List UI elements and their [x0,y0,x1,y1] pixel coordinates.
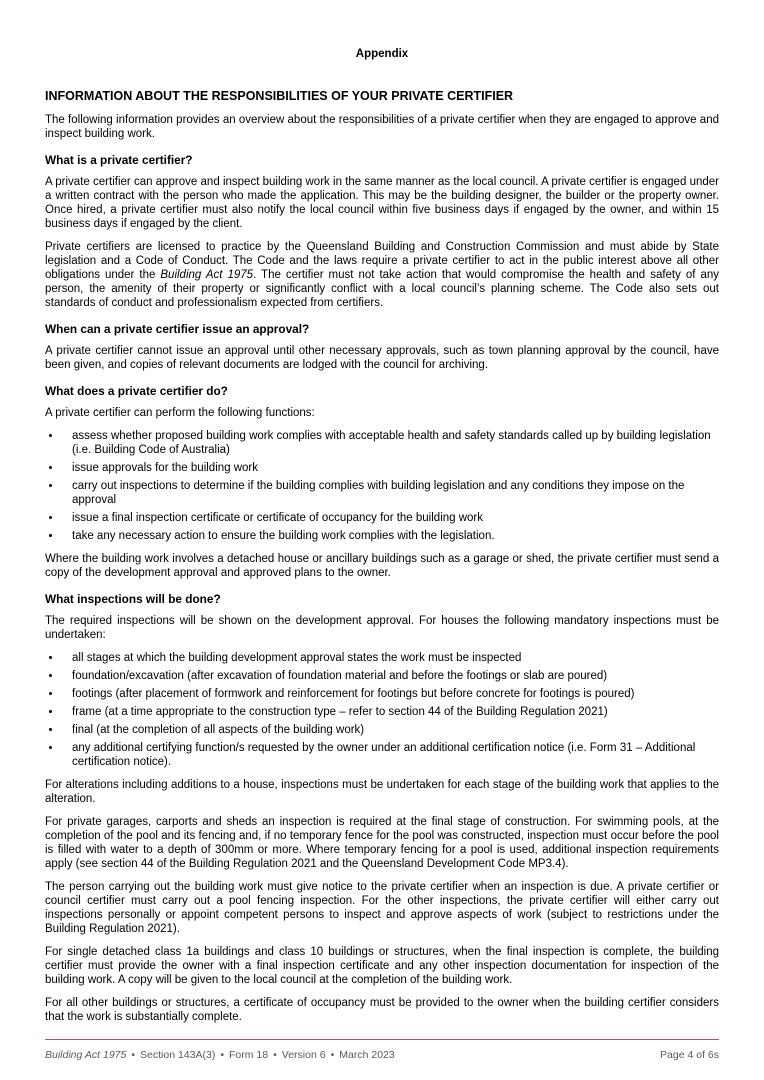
list-item: • carry out inspections to determine if the building complies with building legislation and any conditions they impose on the approval [62,479,719,507]
footer-section-ref: Section 143A(3) [140,1049,216,1061]
section-heading-what-does: What does a private certifier do? [45,384,228,398]
inspection-notice-paragraph: The person carrying out the building work must give notice to the private certifier when an inspection is due. A private certifier or council certifier must carry out a pool fencing inspection. For the other inspections, the private certifier will either carry out inspections personally or appoint competent persons to inspect and approve aspects of work (subject to restrictions under the Building Regulation 2021). [45,881,719,935]
garages-pools-paragraph: For private garages, carports and sheds an inspection is required at the final stage of construction. For swimming pools, at the completion of the pool and its fencing and, if no temporary fence for the pool was constructed, inspection must occur before the pool is filled with water to a depth of 300mm or more. Where temporary fencing for a pool is used, additional inspection requirements apply (see section 44 of the Building Regulation 2021 and the Queensland Development Code MP3.4). [45,816,719,870]
what-does-intro: A private certifier can perform the following functions: [45,407,315,419]
document-title: INFORMATION ABOUT THE RESPONSIBILITIES OF YOUR PRIVATE CERTIFIER [45,89,514,103]
page-number: Page 4 of 6s [660,1049,719,1061]
footer-separator: • [220,1049,225,1061]
what-is-paragraph-2 [45,240,719,310]
footer-date: March 2023 [339,1049,395,1061]
intro-paragraph: The following information provides an overview about the responsibilities of a private certifier when they are engaged to approve and inspect building work. [45,114,719,140]
when-approval-paragraph: A private certifier cannot issue an approval until other necessary approvals, such as town planning approval by the council, have been given, and copies of relevant documents are lodged with the council for archiving. [45,345,719,371]
list-item: • assess whether proposed building work complies with acceptable health and safety standards called up by building legislation (i.e. Building Code of Australia) [62,429,719,457]
list-item: • take any necessary action to ensure the building work complies with the legislation. [62,529,719,543]
list-item: • issue approvals for the building work [62,461,719,475]
section-heading-what-is: What is a private certifier? [45,153,193,167]
what-does-outro: Where the building work involves a detached house or ancillary buildings such as a garage or shed, the private certifier must send a copy of the development approval and approved plans to the owner. [45,553,719,579]
list-item: • final (at the completion of all aspects of the building work) [62,723,719,737]
certifier-functions-list [45,429,719,543]
paragraph-text: . The certifier must not take action that would compromise the health and safety of any person, the amenity of their property or significantly conflict with a local council’s planning scheme. The Code also sets out standards of conduct and professionalism expected from certifiers. [45,269,719,309]
list-item: • issue a final inspection certificate or certificate of occupancy for the building work [62,511,719,525]
list-item: • all stages at which the building development approval states the work must be inspected [62,651,719,665]
other-buildings-paragraph: For all other buildings or structures, a certificate of occupancy must be provided to the owner when the building certifier considers that the work is substantially complete. [45,997,719,1023]
footer-version: Version 6 [281,1049,326,1061]
class-1a-paragraph: For single detached class 1a buildings and class 10 buildings or structures, when the final inspection is complete, the building certifier must provide the owner with a final inspection certificate and any other inspection documentation for inspection of the building work. A copy will be given to the local council at the completion of the building work. [45,946,719,986]
footer-meta [45,1048,395,1062]
list-item: • any additional certifying function/s requested by the owner under an additional certification notice (i.e. Form 31 – Additional certification notice). [62,741,719,769]
list-item: • footings (after placement of formwork and reinforcement for footings but before concrete for footings is poured) [62,687,719,701]
footer-form-number: Form 18 [229,1049,269,1061]
what-is-paragraph-1: A private certifier can approve and inspect building work in the same manner as the local council. A private certifier is engaged under a written contract with the person who made the application. This may be the building designer, the builder or the property owner. Once hired, a private certifier must also notify the local council within five business days if engaged by the owner, and within 15 business days if engaged by the client. [45,176,719,230]
alterations-paragraph: For alterations including additions to a house, inspections must be undertaken for each stage of the building work that applies to the alteration. [45,779,719,805]
list-item: • foundation/excavation (after excavation of foundation material and before the footings or slab are poured) [62,669,719,683]
list-item: • frame (at a time appropriate to the construction type – refer to section 44 of the Building Regulation 2021) [62,705,719,719]
act-title-reference: Building Act 1975 [160,269,254,281]
footer-separator: • [131,1049,136,1061]
page-header-appendix: Appendix [355,48,409,60]
section-heading-when-approval: When can a private certifier issue an approval? [45,322,310,336]
paragraph-text: Private certifiers are licensed to practice by the Queensland Building and Construction Commission and must abide by State legislation and a Code of Conduct. The Code and the laws require a private certifier to act in the public interest above all other obligations under the [45,241,719,281]
mandatory-inspections-list [45,651,719,769]
page-footer [45,1039,719,1062]
footer-separator: • [330,1049,335,1061]
inspections-intro: The required inspections will be shown on the development approval. For houses the following mandatory inspections must be undertaken: [45,615,719,641]
footer-separator: • [273,1049,277,1061]
footer-act-title: Building Act 1975 [45,1049,127,1061]
section-heading-inspections: What inspections will be done? [45,592,221,606]
